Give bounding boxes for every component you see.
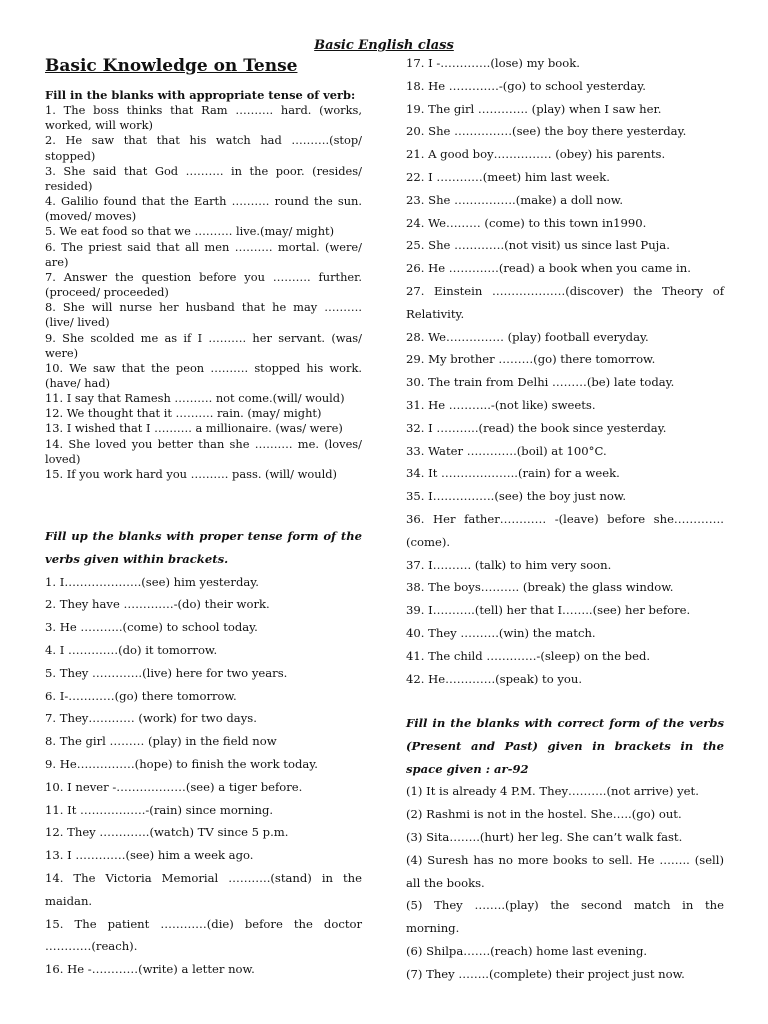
list-item: 14. The Victoria Memorial ………..(stand) in the maidan. bbox=[45, 870, 362, 908]
list-item: (6) Shilpa…….(reach) home last evening. bbox=[406, 943, 648, 958]
list-item: 13. I wished that I ………. a millionaire. (was/ were) bbox=[45, 421, 343, 436]
list-item: 3. She said that God ………. in the poor. (resides/ resided) bbox=[45, 163, 362, 193]
list-item: 23. She …………….(make) a doll now. bbox=[406, 192, 624, 207]
list-item: 12. They ………….(watch) TV since 5 p.m. bbox=[45, 825, 289, 840]
section2-instruction: Fill up the blanks with proper tense form of the verbs given within brackets. bbox=[45, 529, 362, 566]
list-item: 10. I never -………………(see) a tiger before. bbox=[45, 779, 303, 794]
section3-block bbox=[406, 712, 724, 986]
list-item: 39. I………..(tell) her that I……..(see) her before. bbox=[406, 603, 691, 618]
list-item: (5) They ……..(play) the second match in the morning. bbox=[406, 898, 724, 936]
list-item: (2) Rashmi is not in the hostel. She…..(go) out. bbox=[406, 807, 682, 822]
list-item: (4) Suresh has no more books to sell. He …….. (sell) all the books. bbox=[406, 852, 724, 890]
list-item: 14. She loved you better than she ………. me. (loves/ loved) bbox=[45, 436, 362, 466]
page-title: Basic English class bbox=[314, 38, 454, 53]
list-item: 4. I ………….(do) it tomorrow. bbox=[45, 642, 218, 657]
list-item: 33. Water ………….(boil) at 100°C. bbox=[406, 443, 607, 458]
list-item: 8. She will nurse her husband that he may ………. (live/ lived) bbox=[45, 300, 362, 330]
list-item: 29. My brother ………(go) there tomorrow. bbox=[406, 352, 656, 367]
list-item: 19. The girl …………. (play) when I saw her. bbox=[406, 101, 662, 116]
list-item: 9. He……………(hope) to finish the work today. bbox=[45, 756, 318, 771]
section3-instruction bbox=[406, 712, 724, 780]
list-item: (7) They ……..(complete) their project just now. bbox=[406, 966, 685, 981]
list-item: 30. The train from Delhi ………(be) late today. bbox=[406, 375, 675, 390]
list-item: 21. A good boy…………… (obey) his parents. bbox=[406, 147, 666, 162]
list-item: 15. If you work hard you ………. pass. (will/ would) bbox=[45, 466, 337, 481]
section3-note: ar-92 bbox=[494, 761, 529, 776]
worksheet-heading: Basic Knowledge on Tense bbox=[45, 56, 298, 76]
list-item: 6. I-…………(go) there tomorrow. bbox=[45, 688, 237, 703]
list-item: 20. She ……………(see) the boy there yesterday. bbox=[406, 124, 687, 139]
list-item: 32. I ………..(read) the book since yesterday. bbox=[406, 420, 667, 435]
list-item: 28. We…………… (play) football everyday. bbox=[406, 329, 649, 344]
section1-instruction: Fill in the blanks with appropriate tense of verb: bbox=[45, 88, 356, 102]
list-item: 12. We thought that it ………. rain. (may/ might) bbox=[45, 406, 322, 421]
list-item: 35. I…………….(see) the boy just now. bbox=[406, 489, 627, 504]
list-item: 40. They ……….(win) the match. bbox=[406, 625, 596, 640]
list-item: 34. It ………………..(rain) for a week. bbox=[406, 466, 620, 481]
list-item: 22. I …………(meet) him last week. bbox=[406, 169, 610, 184]
list-item: 15. The patient …………(die) before the doctor …………(reach). bbox=[45, 916, 362, 954]
list-item: 7. They………… (work) for two days. bbox=[45, 711, 257, 726]
list-item: 11. It ……………..-(rain) since morning. bbox=[45, 802, 274, 817]
list-item: 9. She scolded me as if I ………. her servant. (was/ were) bbox=[45, 330, 362, 360]
section3-instruction-text: Fill in the blanks with correct form of the verbs (Present and Past) given in brackets in the space given : bbox=[406, 716, 724, 776]
list-item: 6. The priest said that all men ………. mortal. (were/ are) bbox=[45, 239, 362, 269]
list-item: 17. I -………….(lose) my book. bbox=[406, 56, 580, 70]
section2-continued-block bbox=[406, 52, 724, 690]
list-item: 1. The boss thinks that Ram ………. hard. (works, worked, will work) bbox=[45, 103, 362, 133]
list-item: 11. I say that Ramesh ………. not come.(will/ would) bbox=[45, 391, 345, 406]
list-item: 13. I ………….(see) him a week ago. bbox=[45, 848, 254, 863]
list-item: 7. Answer the question before you ………. further. (proceed/ proceeded) bbox=[45, 269, 362, 300]
list-item: 26. He ………….(read) a book when you came in. bbox=[406, 261, 691, 276]
list-item: 41. The child ………….-(sleep) on the bed. bbox=[406, 648, 651, 663]
section2-block bbox=[45, 525, 362, 981]
list-item: 37. I………. (talk) to him very soon. bbox=[406, 557, 612, 572]
list-item: 38. The boys………. (break) the glass window. bbox=[406, 580, 674, 595]
list-item: 25. She ………….(not visit) us since last Puja. bbox=[406, 238, 670, 253]
list-item: 5. They ………….(live) here for two years. bbox=[45, 665, 288, 680]
list-item: 2. He saw that that his watch had ……….(stop/ stopped) bbox=[45, 133, 362, 163]
list-item: 10. We saw that the peon ………. stopped his work. (have/ had) bbox=[45, 360, 362, 390]
list-item: 18. He ………….-(go) to school yesterday. bbox=[406, 78, 646, 93]
list-item: 4. Galilio found that the Earth ………. round the sun. (moved/ moves) bbox=[45, 194, 362, 224]
list-item: 31. He ………..-(not like) sweets. bbox=[406, 397, 596, 412]
list-item: 16. He -…………(write) a letter now. bbox=[45, 962, 255, 977]
list-item: (1) It is already 4 P.M. They……….(not arrive) yet. bbox=[406, 784, 699, 799]
list-item: 8. The girl ……… (play) in the field now bbox=[45, 734, 277, 749]
section1-block bbox=[45, 88, 362, 482]
list-item: 42. He………….(speak) to you. bbox=[406, 671, 583, 686]
list-item: 2. They have ………….-(do) their work. bbox=[45, 597, 270, 612]
list-item: 27. Einstein ……………….(discover) the Theory of Relativity. bbox=[406, 283, 724, 321]
list-item: 36. Her father………… -(leave) before she………….(come). bbox=[406, 511, 724, 549]
list-item: 3. He ………..(come) to school today. bbox=[45, 620, 258, 635]
list-item: (3) Sita……..(hurt) her leg. She can’t walk fast. bbox=[406, 829, 683, 844]
list-item: 1. I………………..(see) him yesterday. bbox=[45, 574, 259, 589]
list-item: 5. We eat food so that we ………. live.(may/ might) bbox=[45, 224, 335, 239]
list-item: 24. We……… (come) to this town in1990. bbox=[406, 215, 647, 230]
